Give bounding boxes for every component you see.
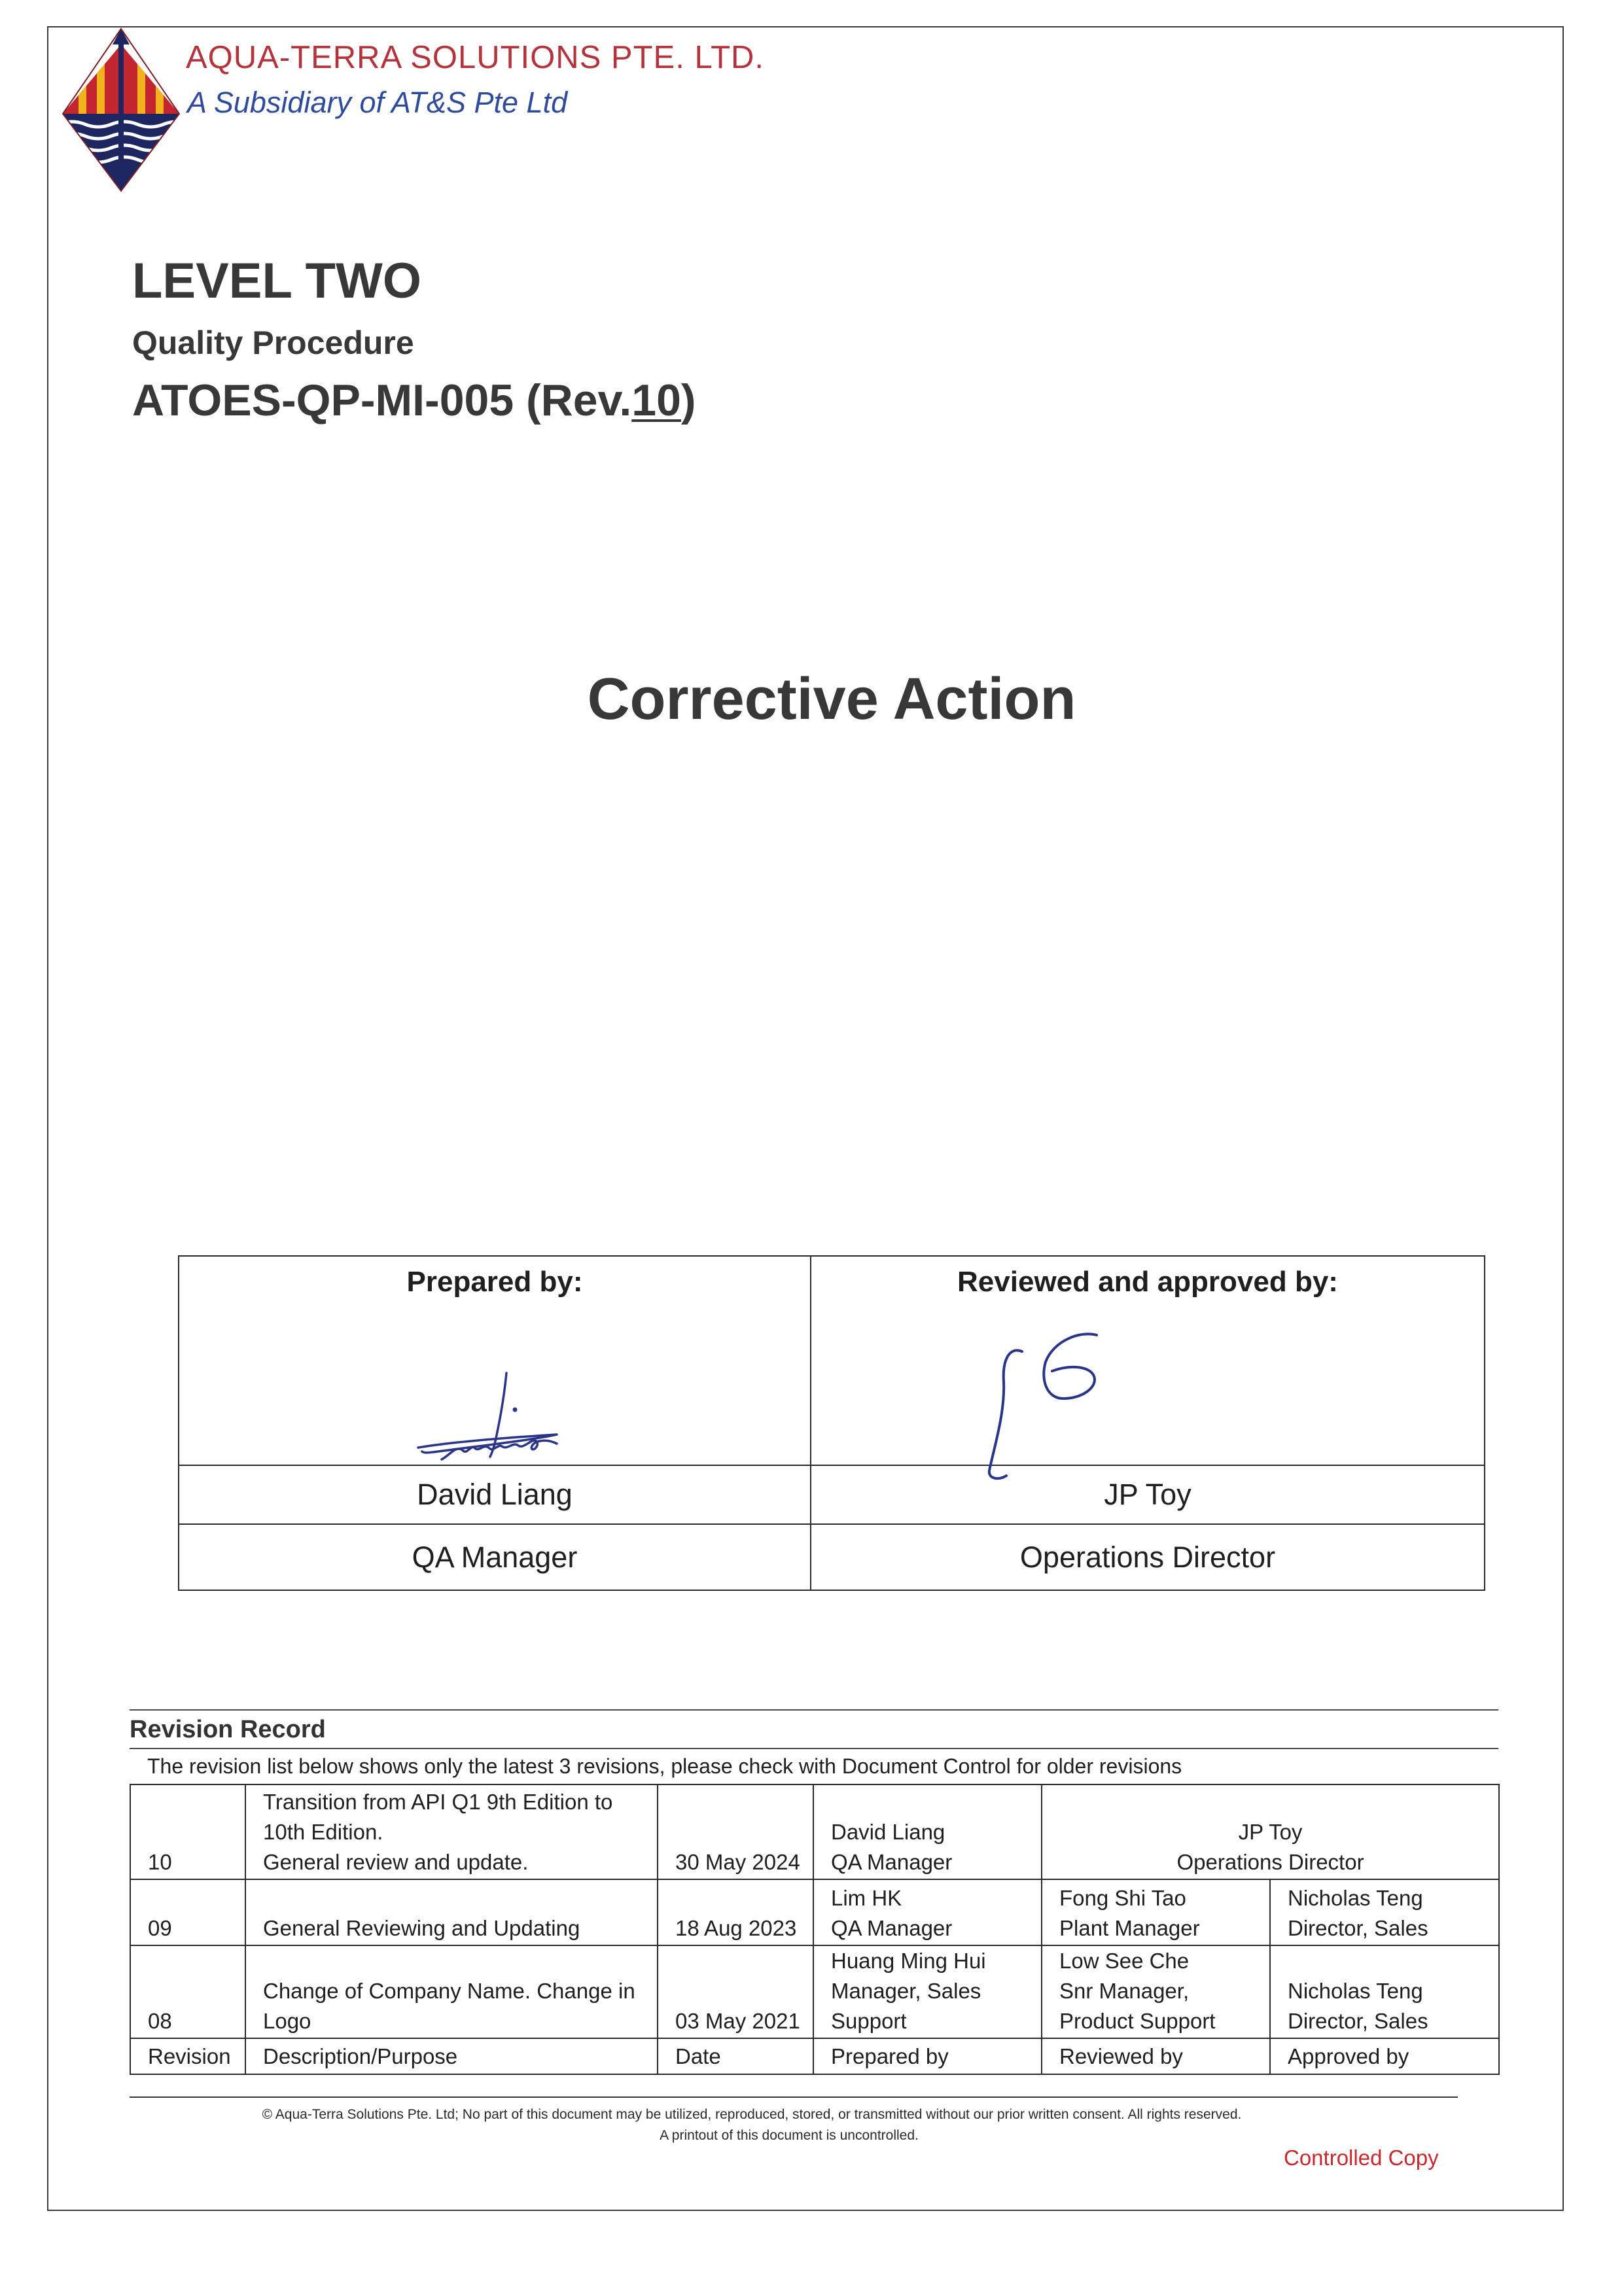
revision-prepared-by bbox=[813, 1784, 1042, 1879]
revision-description bbox=[245, 1879, 658, 1945]
preparer-position: Manager, Sales bbox=[831, 1979, 981, 2003]
reviewed-signature-cell bbox=[811, 1256, 1485, 1465]
company-name: AQUA-TERRA SOLUTIONS PTE. LTD. bbox=[186, 40, 765, 75]
prepared-position: QA Manager bbox=[179, 1524, 811, 1590]
reviewed-signature bbox=[975, 1321, 1112, 1488]
revision-prepared-by bbox=[813, 1879, 1042, 1945]
revision-record-note: The revision list below shows only the latest 3 revisions, please check with Document Control for older revisions bbox=[147, 1754, 1182, 1778]
column-header-description: Description/Purpose bbox=[245, 2038, 658, 2074]
revision-date: 30 May 2024 bbox=[658, 1784, 813, 1879]
prepared-name: David Liang bbox=[179, 1465, 811, 1524]
approver-position: Director, Sales bbox=[1288, 2009, 1428, 2033]
position-row bbox=[179, 1524, 1485, 1590]
footer-rule bbox=[130, 2096, 1458, 2098]
preparer-name: Huang Ming Hui bbox=[831, 1949, 986, 1973]
controlled-copy-stamp: Controlled Copy bbox=[1284, 2146, 1439, 2170]
table-header-row bbox=[130, 2038, 1499, 2074]
column-header-reviewed: Reviewed by bbox=[1042, 2038, 1270, 2074]
document-code bbox=[132, 377, 696, 424]
reviewed-approved-by-label: Reviewed and approved by: bbox=[957, 1266, 1338, 1298]
reviewer-position: Snr Manager, bbox=[1059, 1979, 1190, 2003]
revision-date: 03 May 2021 bbox=[658, 1945, 813, 2038]
column-header-revision: Revision bbox=[130, 2038, 245, 2074]
prepared-signature bbox=[409, 1364, 566, 1469]
revision-number: 08 bbox=[130, 1945, 245, 2038]
name-row bbox=[179, 1465, 1485, 1524]
column-header-approved: Approved by bbox=[1270, 2038, 1499, 2074]
revision-number: 10 bbox=[130, 1784, 245, 1879]
table-row bbox=[130, 1784, 1499, 1879]
description-line: Change of Company Name. Change in bbox=[263, 1979, 635, 2003]
revision-description bbox=[245, 1784, 658, 1879]
revision-prepared-by bbox=[813, 1945, 1042, 2038]
signature-row bbox=[179, 1256, 1485, 1465]
revision-approved-by bbox=[1270, 1945, 1499, 2038]
reviewer-position: Plant Manager bbox=[1059, 1916, 1200, 1940]
reviewer-name: JP Toy bbox=[1238, 1820, 1303, 1844]
reviewer-name: Low See Che bbox=[1059, 1949, 1190, 1973]
preparer-position: QA Manager bbox=[831, 1916, 953, 1940]
column-header-date: Date bbox=[658, 2038, 813, 2074]
column-header-prepared: Prepared by bbox=[813, 2038, 1042, 2074]
page-title: Corrective Action bbox=[587, 667, 1076, 732]
revision-number: 09 bbox=[130, 1879, 245, 1945]
subsidiary-line: A Subsidiary of AT&S Pte Ltd bbox=[187, 86, 568, 119]
approver-position: Director, Sales bbox=[1288, 1916, 1428, 1940]
revision-reviewed-by bbox=[1042, 1879, 1270, 1945]
reviewer-position: Product Support bbox=[1059, 2009, 1216, 2033]
prepared-by-label: Prepared by: bbox=[406, 1266, 583, 1298]
document-code-close: ) bbox=[680, 375, 696, 425]
uncontrolled-notice: A printout of this document is uncontrolled. bbox=[660, 2128, 919, 2143]
revision-table bbox=[130, 1784, 1500, 2075]
description-line: General review and update. bbox=[263, 1850, 529, 1874]
description-line: Transition from API Q1 9th Edition to bbox=[263, 1790, 613, 1814]
revision-record-heading-rule bbox=[130, 1748, 1498, 1749]
table-row bbox=[130, 1945, 1499, 2038]
revision-date: 18 Aug 2023 bbox=[658, 1879, 813, 1945]
reviewed-name: JP Toy bbox=[811, 1465, 1485, 1524]
document-code-prefix: ATOES-QP-MI-005 (Rev. bbox=[132, 375, 632, 425]
description-line: General Reviewing and Updating bbox=[263, 1916, 580, 1940]
description-line: Logo bbox=[263, 2009, 311, 2033]
description-line: 10th Edition. bbox=[263, 1820, 383, 1844]
table-row bbox=[130, 1879, 1499, 1945]
reviewed-position: Operations Director bbox=[811, 1524, 1485, 1590]
approver-name: Nicholas Teng bbox=[1288, 1886, 1423, 1910]
company-logo-icon bbox=[59, 27, 183, 194]
preparer-name: David Liang bbox=[831, 1820, 945, 1844]
preparer-position: QA Manager bbox=[831, 1850, 953, 1874]
approver-name: Nicholas Teng bbox=[1288, 1979, 1423, 2003]
preparer-name: Lim HK bbox=[831, 1886, 902, 1910]
revision-reviewed-approved-by bbox=[1042, 1784, 1499, 1879]
revision-reviewed-by bbox=[1042, 1945, 1270, 2038]
revision-approved-by bbox=[1270, 1879, 1499, 1945]
reviewer-position: Operations Director bbox=[1176, 1850, 1364, 1874]
document-level: LEVEL TWO bbox=[132, 253, 421, 309]
document-category: Quality Procedure bbox=[132, 324, 414, 361]
document-revision: 10 bbox=[631, 375, 681, 425]
revision-description bbox=[245, 1945, 658, 2038]
approval-table bbox=[178, 1255, 1485, 1591]
copyright-notice: © Aqua-Terra Solutions Pte. Ltd; No part of this document may be utilized, reproduced, stored, or transmitted without our prior written consent. All rights reserved. bbox=[262, 2107, 1242, 2122]
revision-record-heading: Revision Record bbox=[130, 1716, 326, 1743]
preparer-position: Support bbox=[831, 2009, 907, 2033]
reviewer-name: Fong Shi Tao bbox=[1059, 1886, 1186, 1910]
revision-record-top-rule bbox=[130, 1709, 1498, 1711]
